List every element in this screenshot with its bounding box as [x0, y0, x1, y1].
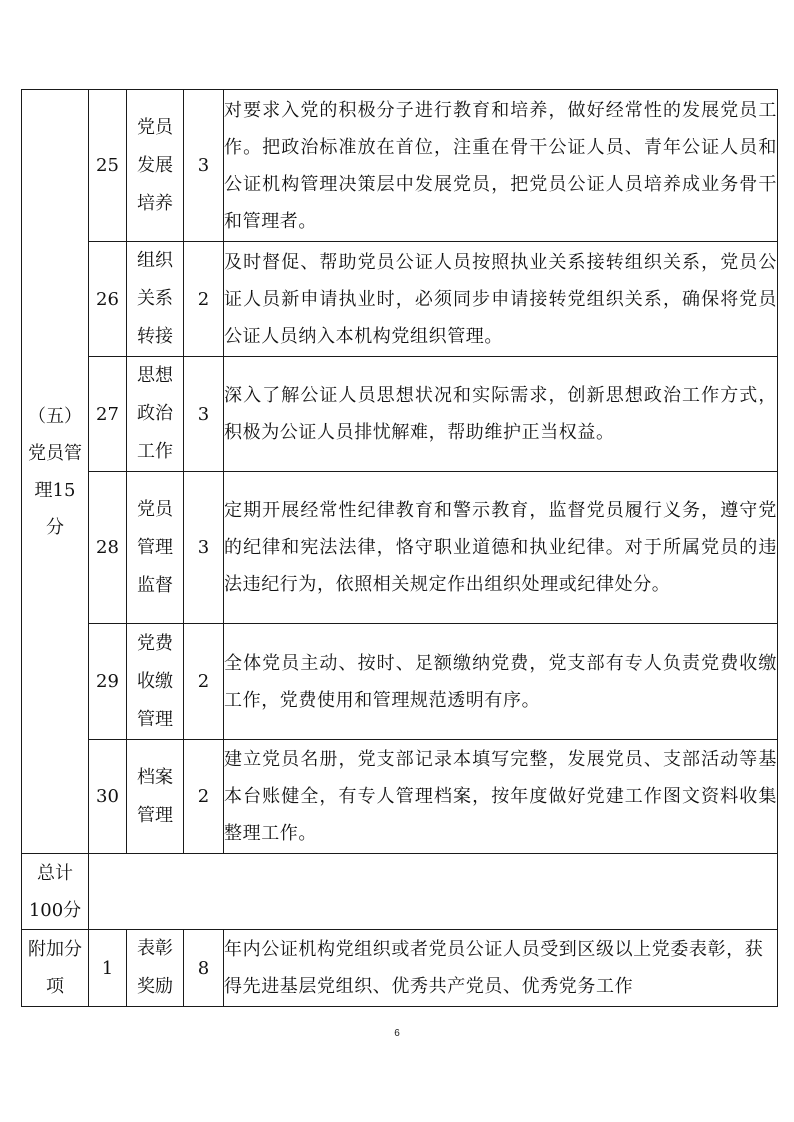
- row-number: 30: [89, 740, 127, 854]
- row-score: 3: [184, 90, 224, 242]
- row-score: 2: [184, 624, 224, 740]
- item-name: 思想政治工作: [137, 365, 173, 462]
- category-label: （五）党员管理15分: [28, 405, 82, 538]
- item-name-cell: [127, 624, 184, 740]
- table-row: [22, 90, 778, 242]
- row-content: 对要求入党的积极分子进行教育和培养，做好经常性的发展党员工作。把政治标准放在首位，注重在骨干公证人员、青年公证人员和公证机构管理决策层中发展党员，把党员公证人员培养成业务骨干和管理者。: [224, 90, 778, 242]
- category-cell: [22, 90, 89, 854]
- bonus-row: [22, 930, 778, 1007]
- item-name: 组织关系转接: [137, 250, 173, 347]
- item-name-cell: [127, 357, 184, 472]
- total-label: 总计100分: [28, 862, 82, 921]
- row-score: 3: [184, 357, 224, 472]
- item-name: 档案管理: [137, 766, 173, 826]
- row-score: 2: [184, 242, 224, 357]
- row-number: 26: [89, 242, 127, 357]
- row-number: 29: [89, 624, 127, 740]
- total-cell: [22, 854, 89, 930]
- total-value-cell: [89, 854, 778, 930]
- row-content: 全体党员主动、按时、足额缴纳党费，党支部有专人负责党费收缴工作，党费使用和管理规范透明有序。: [224, 624, 778, 740]
- row-score: 3: [184, 472, 224, 624]
- row-number: 28: [89, 472, 127, 624]
- item-name-cell: [127, 740, 184, 854]
- item-name: 党费收缴管理: [137, 632, 173, 730]
- row-number: 25: [89, 90, 127, 242]
- row-content: 建立党员名册，党支部记录本填写完整，发展党员、支部活动等基本台账健全，有专人管理档案，按年度做好党建工作图文资料收集整理工作。: [224, 740, 778, 854]
- item-name: 党员管理监督: [137, 498, 173, 596]
- table-row: [22, 624, 778, 740]
- scoring-table: [21, 89, 778, 1007]
- table-row: [22, 357, 778, 472]
- row-content: 及时督促、帮助党员公证人员按照执业关系接转组织关系，党员公证人员新申请执业时，必须同步申请接转党组织关系，确保将党员公证人员纳入本机构党组织管理。: [224, 242, 778, 357]
- row-content: 定期开展经常性纪律教育和警示教育，监督党员履行义务，遵守党的纪律和宪法法律，恪守职业道德和执业纪律。对于所属党员的违法违纪行为，依照相关规定作出组织处理或纪律处分。: [224, 472, 778, 624]
- item-name-cell: [127, 472, 184, 624]
- row-score: 2: [184, 740, 224, 854]
- table-row: [22, 740, 778, 854]
- bonus-label: 附加分项: [28, 939, 82, 997]
- bonus-number: 1: [89, 930, 127, 1007]
- bonus-content: 年内公证机构党组织或者党员公证人员受到区级以上党委表彰，获得先进基层党组织、优秀共产党员、优秀党务工作: [224, 930, 778, 1007]
- table-row: [22, 472, 778, 624]
- page-number: 6: [394, 1028, 400, 1039]
- row-content: 深入了解公证人员思想状况和实际需求，创新思想政治工作方式，积极为公证人员排忧解难，帮助维护正当权益。: [224, 357, 778, 472]
- item-name-cell: [127, 242, 184, 357]
- total-row: [22, 854, 778, 930]
- bonus-item-name: 表彰奖励: [137, 938, 173, 997]
- row-number: 27: [89, 357, 127, 472]
- table-row: [22, 242, 778, 357]
- item-name: 党员发展培养: [137, 116, 173, 214]
- item-name-cell: [127, 90, 184, 242]
- bonus-category-cell: [22, 930, 89, 1007]
- bonus-score: 8: [184, 930, 224, 1007]
- bonus-item-cell: [127, 930, 184, 1007]
